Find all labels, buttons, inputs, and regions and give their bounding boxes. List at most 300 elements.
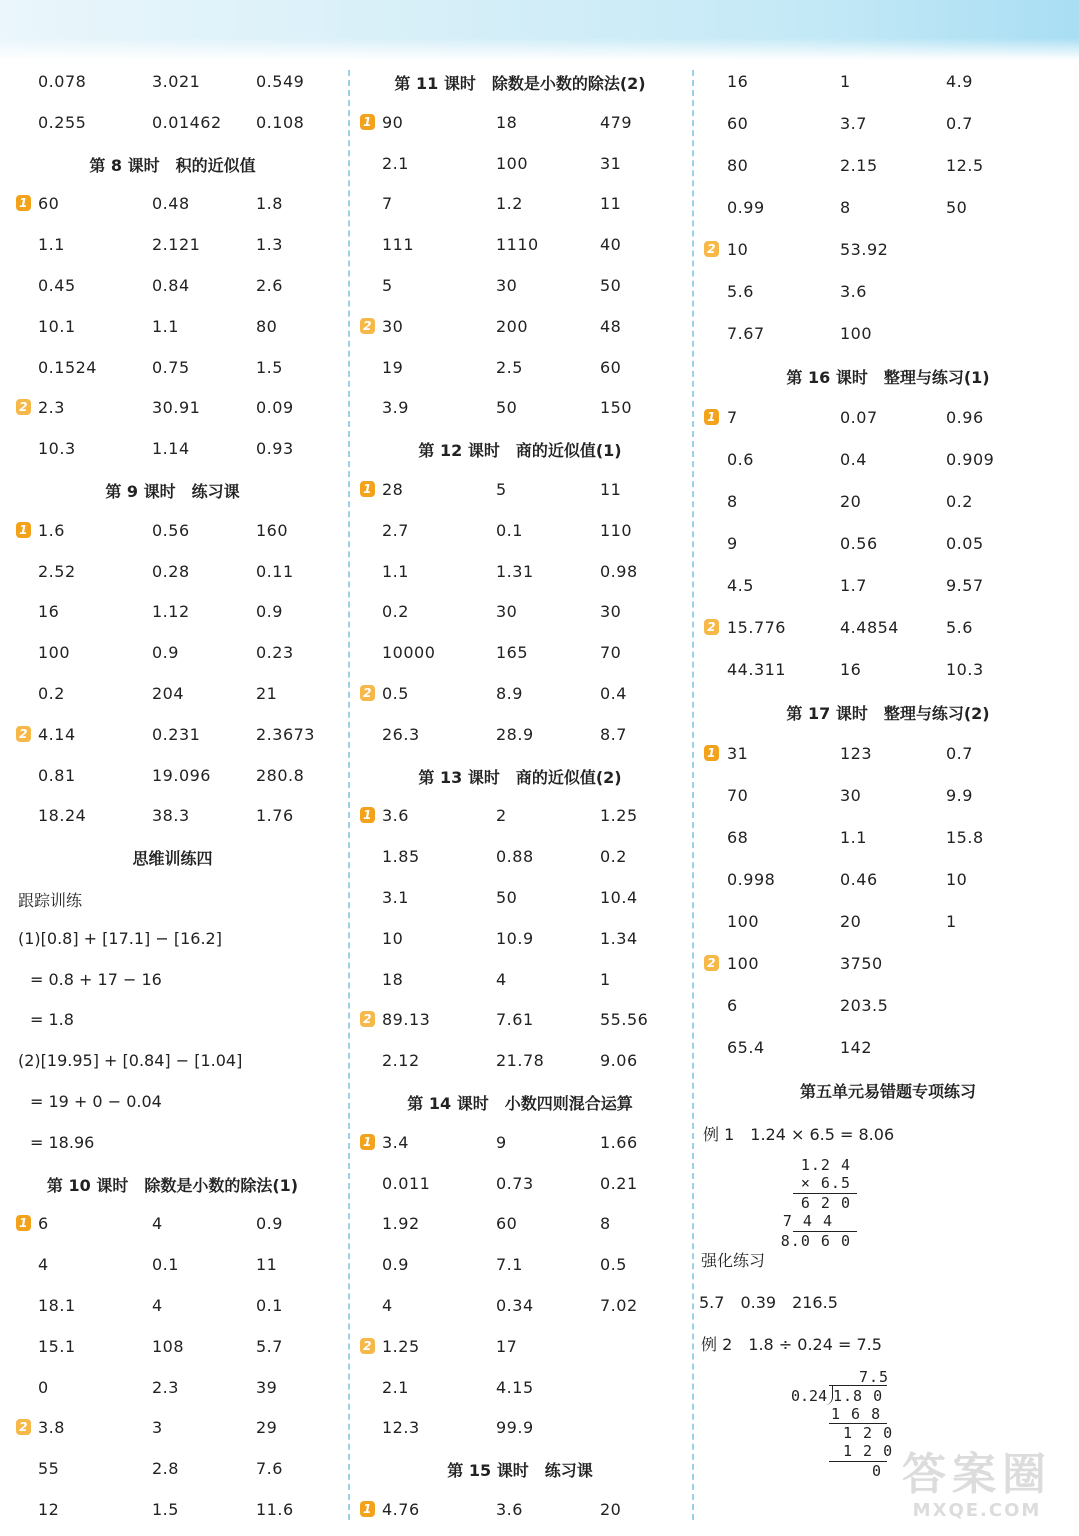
answer-cell: 0.46 [840,870,878,889]
answer-cell: 0.909 [946,450,995,469]
question-2-badge: 2 [704,955,719,971]
answer-row [697,102,1079,144]
answer-row [352,1162,688,1203]
work-line-text: = 19 + 0 − 0.04 [30,1091,162,1111]
answer-cell: 1 [946,912,957,931]
answer-cell: 12.5 [946,156,984,175]
strengthen-answers [697,1278,1079,1320]
answer-cell: 1.1 [382,561,409,581]
answer-row [697,186,1079,228]
lesson-title [0,468,345,509]
answer-cell: 29 [256,1418,278,1438]
answer-cell: 2.7 [382,520,409,540]
answer-row [352,835,688,876]
answer-cell: 3 [152,1418,163,1438]
answer-cell: 38.3 [152,806,190,826]
answer-cell: 0.549 [256,72,305,91]
answer-cell: 1.12 [152,602,190,622]
answer-cell: 100 [38,643,71,663]
answer-column-2 [352,60,688,1529]
answer-cell: 0.9 [256,602,283,622]
answer-cell: 4 [38,1255,49,1275]
answer-cell: 9 [496,1132,507,1152]
answer-cell: 1.5 [256,357,283,377]
answer-cell: 100 [496,153,529,173]
answer-cell: 6 [727,996,738,1015]
example-2-text: 例 2 1.8 ÷ 0.24 = 7.5 [701,1335,882,1354]
remainder: 0 [872,1462,883,1480]
answer-cell: 15.8 [946,828,984,847]
answer-cell: 30 [600,602,622,622]
answer-cell: 16 [38,602,60,622]
answer-cell: 4 [152,1214,163,1234]
lesson-title-text: 第 14 课时 小数四则混合运算 [407,1093,633,1113]
answer-cell: 5 [496,479,507,499]
answer-cell: 65.4 [727,1038,765,1057]
answer-cell: 5.6 [727,282,754,301]
answer-cell: 9.9 [946,786,973,805]
answer-cell: 1.1 [38,235,65,255]
answer-cell: 30.91 [152,398,201,418]
answer-cell: 21 [256,683,278,703]
answer-row [0,1284,345,1325]
answer-row [697,396,1079,438]
column-divider [692,70,694,1520]
answer-cell: 10.1 [38,316,76,336]
answer-cell: 18 [382,969,404,989]
answer-cell: 123 [840,744,873,763]
answer-cell: 0.9 [256,1214,283,1234]
answer-row [697,942,1079,984]
answer-cell: 26.3 [382,724,420,744]
work-line-text: (2)[19.95] + [0.84] − [1.04] [18,1051,243,1071]
answer-row [352,305,688,346]
answer-cell: 0.2 [38,683,65,703]
question-1-badge: 1 [704,745,719,761]
answer-cell: 28 [382,479,404,499]
answer-cell: 204 [152,683,185,703]
answer-cell: 1 [600,969,611,989]
question-1-badge: 1 [16,522,31,538]
answer-cell: 17 [496,1336,518,1356]
answer-cell: 2.15 [840,156,878,175]
answer-row [352,876,688,917]
answer-cell: 3750 [840,954,883,973]
top-decorative-band [0,0,1079,60]
answer-row [697,774,1079,816]
answer-cell: 48 [600,316,622,336]
answer-cell: 9.06 [600,1051,638,1071]
answer-cell: 3.7 [840,114,867,133]
division-step: 1 2 0 [843,1442,894,1460]
answer-cell: 0.1524 [38,357,97,377]
answer-row [697,228,1079,270]
answer-cell: 111 [382,235,415,255]
answer-cell: 11 [600,194,622,214]
answer-cell: 100 [727,954,760,973]
answer-cell: 80 [256,316,278,336]
answer-cell: 50 [946,198,968,217]
answer-cell: 0.93 [256,439,294,459]
answer-cell: 203.5 [840,996,889,1015]
answer-cell: 50 [496,887,518,907]
example-2-line [697,1320,1079,1362]
answer-cell: 280.8 [256,765,305,785]
track-label [0,876,345,917]
lesson-title-text: 第 10 课时 除数是小数的除法(1) [46,1175,299,1195]
answer-row [352,958,688,999]
answer-cell: 2.5 [496,357,523,377]
answer-row [0,794,345,835]
lesson-title-text: 第 16 课时 整理与练习(1) [786,368,990,387]
answer-row [352,101,688,142]
answer-cell: 5.7 [256,1336,283,1356]
answer-cell: 4.15 [496,1377,534,1397]
answer-cell: 4.5 [727,576,754,595]
answer-cell: 1.1 [152,316,179,336]
answer-cell: 10 [382,928,404,948]
answer-cell: 200 [496,316,529,336]
answer-cell: 7.67 [727,324,765,343]
answer-row [697,984,1079,1026]
answer-cell: 2.121 [152,235,201,255]
answer-row [0,1447,345,1488]
answer-cell: 4.4854 [840,618,899,637]
answer-cell: 31 [727,744,749,763]
question-2-badge: 2 [360,1011,375,1027]
answer-cell: 12 [38,1499,60,1519]
answer-row [697,816,1079,858]
answer-cell: 10000 [382,643,436,663]
answer-cell: 18.1 [38,1295,76,1315]
question-2-badge: 2 [16,1419,31,1435]
answer-cell: 16 [840,660,862,679]
answer-cell: 15.1 [38,1336,76,1356]
question-1-badge: 1 [360,481,375,497]
answer-row [352,550,688,591]
answer-cell: 0.7 [946,114,973,133]
answer-cell: 0.5 [600,1255,627,1275]
answer-row [352,998,688,1039]
answer-cell: 1.3 [256,235,283,255]
answer-cell: 142 [840,1038,873,1057]
answer-cell: 479 [600,112,633,132]
strengthen-answers-text: 5.7 0.39 216.5 [699,1293,838,1312]
answer-row [0,264,345,305]
lesson-title [352,1447,688,1488]
answer-cell: 0.7 [946,744,973,763]
answer-cell: 1.66 [600,1132,638,1152]
answer-row [352,1202,688,1243]
answer-cell: 21.78 [496,1051,545,1071]
answer-cell: 0.231 [152,724,201,744]
answer-cell: 44.311 [727,660,786,679]
answer-cell: 1.76 [256,806,294,826]
column-divider [348,70,350,1520]
answer-row [352,1366,688,1407]
answer-cell: 20 [840,912,862,931]
lesson-title-text: 第 9 课时 练习课 [105,481,240,501]
answer-row [352,509,688,550]
answer-row [0,1366,345,1407]
work-line [0,998,345,1039]
answer-row [0,550,345,591]
answer-row [0,1406,345,1447]
lesson-title-text: 第 15 课时 练习课 [447,1461,593,1481]
lesson-title [0,835,345,876]
strengthen-label-text: 强化练习 [701,1251,766,1270]
answer-row [352,631,688,672]
answer-cell: 0.34 [496,1295,534,1315]
answer-row [0,386,345,427]
answer-cell: 9 [727,534,738,553]
answer-row [697,858,1079,900]
answer-cell: 3.9 [382,398,409,418]
answer-cell: 5.6 [946,618,973,637]
answer-cell: 19.096 [152,765,211,785]
work-line [0,958,345,999]
work-line-text: = 18.96 [30,1132,95,1152]
answer-cell: 0.09 [256,398,294,418]
answer-row [352,672,688,713]
multiplicand: 1.2 4 [800,1156,851,1174]
division-step: 1 2 0 [843,1424,894,1442]
answer-cell: 100 [727,912,760,931]
answer-cell: 50 [600,275,622,295]
answer-row [697,312,1079,354]
answer-column-1 [0,60,345,1529]
answer-cell: 4 [152,1295,163,1315]
answer-row [352,182,688,223]
answer-cell: 0.48 [152,194,190,214]
lesson-title-text: 第 12 课时 商的近似值(1) [418,441,622,461]
answer-row [352,223,688,264]
answer-cell: 0.28 [152,561,190,581]
answer-cell: 2.6 [256,275,283,295]
answer-cell: 20 [600,1499,622,1519]
question-2-badge: 2 [360,1338,375,1354]
work-line [0,1039,345,1080]
answer-cell: 18.24 [38,806,87,826]
answer-cell: 0.011 [382,1173,431,1193]
answer-cell: 7.6 [256,1459,283,1479]
lesson-title [697,1068,1079,1110]
answer-cell: 4 [496,969,507,989]
answer-cell: 7.02 [600,1295,638,1315]
answer-cell: 89.13 [382,1010,431,1030]
question-2-badge: 2 [360,318,375,334]
lesson-title-text: 第 8 课时 积的近似值 [89,155,256,175]
answer-cell: 0.21 [600,1173,638,1193]
track-label-text: 跟踪训练 [18,890,83,910]
answer-cell: 68 [727,828,749,847]
work-line-text: (1)[0.8] + [17.1] − [16.2] [18,928,222,948]
answer-cell: 3.6 [496,1499,523,1519]
answer-column-3 [697,60,1079,1482]
question-2-badge: 2 [704,619,719,635]
answer-row [352,713,688,754]
answer-row [697,270,1079,312]
answer-cell: 108 [152,1336,185,1356]
multiplier: × 6.5 [800,1174,851,1192]
lesson-title-text: 第五单元易错题专项练习 [799,1082,976,1101]
answer-cell: 2.12 [382,1051,420,1071]
lesson-title-text: 思维训练四 [132,849,213,869]
example-1-text: 例 1 1.24 × 6.5 = 8.06 [703,1125,895,1144]
question-1-badge: 1 [360,114,375,130]
answer-row [0,590,345,631]
answer-cell: 150 [600,398,633,418]
answer-cell: 10.3 [946,660,984,679]
answer-row [697,438,1079,480]
answer-cell: 1.25 [600,806,638,826]
answer-cell: 30 [496,602,518,622]
answer-row [0,346,345,387]
answer-cell: 55.56 [600,1010,649,1030]
answer-cell: 10.9 [496,928,534,948]
answer-cell: 10.4 [600,887,638,907]
lesson-title-text: 第 11 课时 除数是小数的除法(2) [394,74,646,93]
answer-cell: 8.7 [600,724,627,744]
lesson-title [697,690,1079,732]
lesson-title [352,427,688,468]
answer-cell: 0.98 [600,561,638,581]
lesson-title [352,1080,688,1121]
answer-cell: 39 [256,1377,278,1397]
strengthen-label [697,1236,1079,1278]
answer-cell: 0.5 [382,683,409,703]
answer-cell: 0.45 [38,275,76,295]
answer-cell: 1.85 [382,847,420,867]
answer-cell: 40 [600,235,622,255]
answer-row [352,917,688,958]
answer-cell: 1 [840,72,851,91]
answer-cell: 0.4 [840,450,867,469]
example-1-line [697,1110,1079,1152]
answer-row [0,60,345,101]
answer-cell: 100 [840,324,873,343]
answer-row [0,672,345,713]
answer-cell: 0.9 [152,643,179,663]
answer-cell: 28.9 [496,724,534,744]
answer-row [352,386,688,427]
answer-cell: 110 [600,520,633,540]
answer-cell: 0.07 [840,408,878,427]
divisor: 0.24 [791,1387,828,1405]
answer-cell: 0.2 [382,602,409,622]
answer-cell: 55 [38,1459,60,1479]
work-line [0,917,345,958]
lesson-title [0,142,345,183]
answer-cell: 0.6 [727,450,754,469]
answer-cell: 0.078 [38,72,87,91]
answer-cell: 12.3 [382,1418,420,1438]
answer-row [352,468,688,509]
answer-cell: 1110 [496,235,539,255]
answer-cell: 18 [496,112,518,132]
question-2-badge: 2 [360,685,375,701]
answer-cell: 7.1 [496,1255,523,1275]
answer-cell: 1.6 [38,520,65,540]
answer-cell: 80 [727,156,749,175]
answer-cell: 4 [382,1295,393,1315]
answer-cell: 0.108 [256,112,305,132]
work-line [0,1121,345,1162]
lesson-title [0,1162,345,1203]
answer-cell: 0.56 [152,520,190,540]
answer-row [697,732,1079,774]
answer-cell: 3.6 [840,282,867,301]
answer-cell: 90 [382,112,404,132]
answer-cell: 7.61 [496,1010,534,1030]
answer-cell: 2.3 [152,1377,179,1397]
work-line [0,1080,345,1121]
answer-cell: 7 [382,194,393,214]
answer-cell: 0.56 [840,534,878,553]
answer-row [0,754,345,795]
answer-cell: 1.5 [152,1499,179,1519]
answer-cell: 160 [256,520,289,540]
answer-cell: 2.8 [152,1459,179,1479]
answer-cell: 3.1 [382,887,409,907]
answer-cell: 5 [382,275,393,295]
answer-cell: 1.31 [496,561,534,581]
answer-cell: 9.57 [946,576,984,595]
answer-cell: 3.8 [38,1418,65,1438]
watermark-text: 答案圈 [902,1449,1052,1500]
answer-cell: 0.1 [256,1295,283,1315]
answer-cell: 1.25 [382,1336,420,1356]
answer-row [697,60,1079,102]
dividend: 1.8 0 [833,1387,884,1405]
answer-cell: 10 [727,240,749,259]
lesson-title-text: 第 17 课时 整理与练习(2) [786,704,990,723]
answer-cell: 11.6 [256,1499,294,1519]
answer-cell: 1.8 [256,194,283,214]
answer-cell: 2.52 [38,561,76,581]
answer-cell: 8.9 [496,683,523,703]
answer-cell: 20 [840,492,862,511]
question-2-badge: 2 [16,399,31,415]
answer-cell: 50 [496,398,518,418]
answer-row [0,1243,345,1284]
answer-row [697,144,1079,186]
answer-cell: 4.9 [946,72,973,91]
answer-row [697,480,1079,522]
answer-cell: 0.81 [38,765,76,785]
answer-row [0,713,345,754]
answer-row [0,1325,345,1366]
answer-row [352,1488,688,1529]
answer-cell: 0.1 [152,1255,179,1275]
question-1-badge: 1 [360,807,375,823]
lesson-title-text: 第 13 课时 商的近似值(2) [418,767,622,787]
answer-cell: 0.9 [382,1255,409,1275]
answer-cell: 2.3 [38,398,65,418]
answer-cell: 0.75 [152,357,190,377]
answer-row [0,223,345,264]
answer-row [0,631,345,672]
question-1-badge: 1 [704,409,719,425]
answer-row [352,1039,688,1080]
answer-row [0,101,345,142]
answer-cell: 2.1 [382,1377,409,1397]
answer-cell: 1.7 [840,576,867,595]
answer-row [697,606,1079,648]
answer-cell: 0.01462 [152,112,222,132]
product: 8.0 6 0 [780,1232,851,1250]
question-2-badge: 2 [704,241,719,257]
